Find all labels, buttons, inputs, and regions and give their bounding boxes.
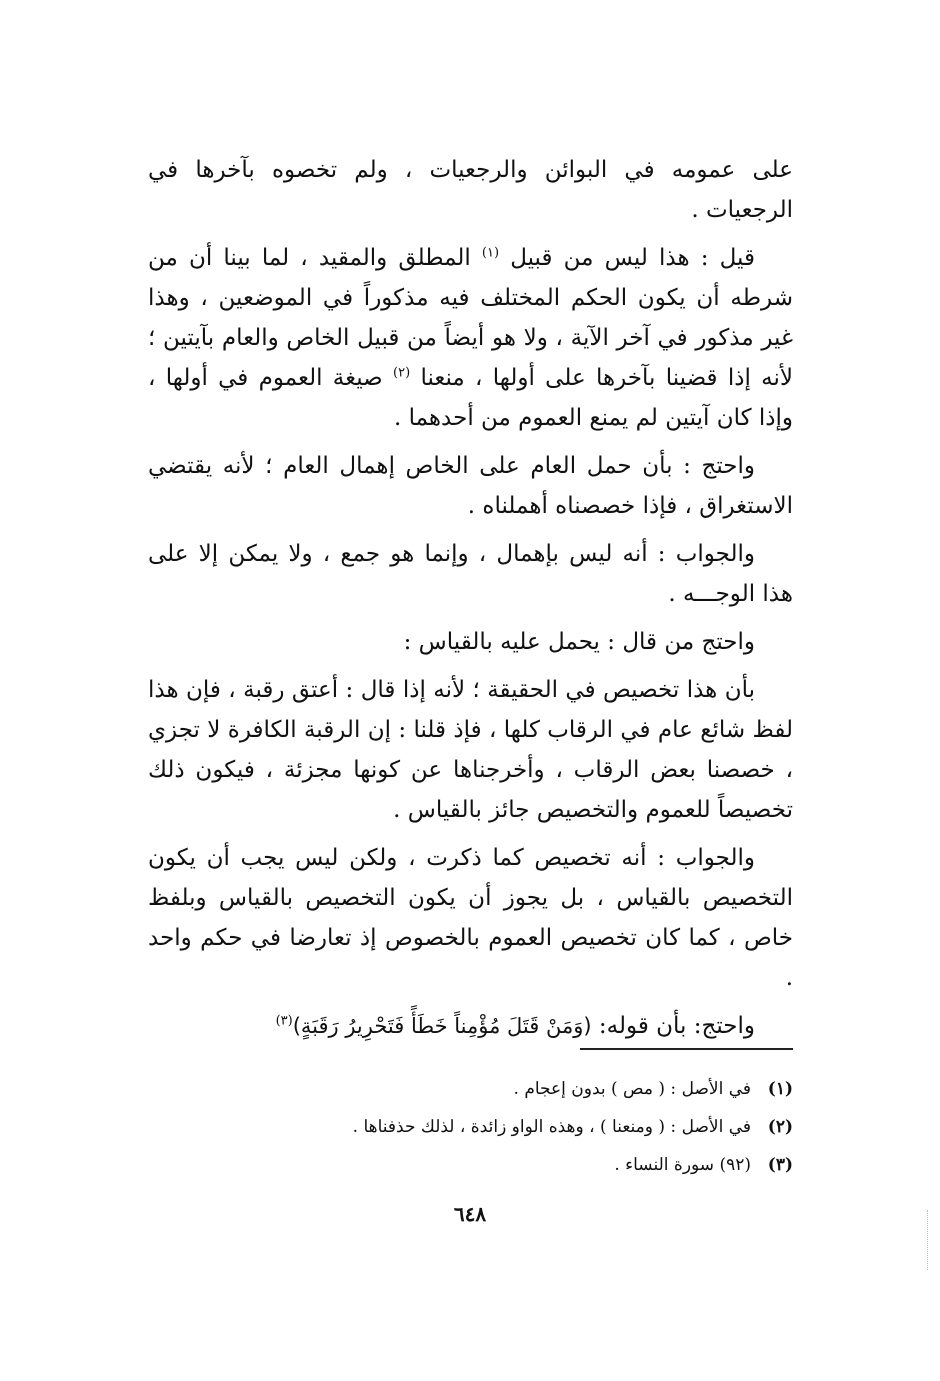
paragraph-3 — [148, 446, 793, 526]
footnote-text: في الأصل : ( ومنعنا ) ، وهذه الواو زائدة ، لذلك حذفناها . — [352, 1117, 751, 1137]
paragraph-2-text-c: صيغة العموم في أولها ، وإذا كان آيتين لم يمنع العموم من أحدهما . — [148, 365, 793, 431]
footnote-number: (٣) — [767, 1155, 793, 1175]
paragraph-5 — [148, 622, 793, 662]
paragraph-4-text: والجواب : أنه ليس بإهمال ، وإنما هو جمع ، ولا يمكن إلا على هذا الوجـــه . — [148, 541, 793, 607]
footnotes — [148, 1070, 793, 1184]
footnote-number: (٢) — [767, 1117, 793, 1137]
paragraph-8-text: واحتج: بأن قوله: — [598, 1013, 755, 1039]
paragraph-8 — [148, 1006, 793, 1046]
footnote-text: في الأصل : ( مص ) بدون إعجام . — [513, 1079, 751, 1099]
quran-verse: (وَمَنْ قَتَلَ مُؤْمِناً خَطَأً فَتَحْرِيرُ رَقَبَةٍ) — [292, 1014, 592, 1038]
paragraph-2-text-a: قيل : هذا ليس من قبيل — [510, 245, 755, 271]
footnote-ref-2[interactable]: (٢) — [393, 365, 411, 381]
paragraph-6-text: بأن هذا تخصيص في الحقيقة ؛ لأنه إذا قال : أعتق رقبة ، فإن هذا لفظ شائع عام في الرقاب كلها ، فإذ قلنا : إن الرقبة الكافرة لا تجزي ، خصصنا بعض الرقاب ، وأخرجناها عن كونها مجزئة ، فيكون ذلك تخصيصاً للعموم والتخصيص جائز بالقياس . — [148, 677, 793, 823]
paragraph-4 — [148, 534, 793, 614]
footnote-text: (٩٢) سورة النساء . — [614, 1155, 751, 1175]
page-number: ٦٤٨ — [453, 1202, 487, 1226]
footnote-ref-1[interactable]: (١) — [481, 245, 500, 261]
footnote-separator — [580, 1048, 793, 1050]
paragraph-2-text-b: المطلق والمقيد ، لما بينا أن من شرطه أن يكون الحكم المختلف فيه مذكوراً في الموضعين ، وهذا غير مذكور في آخر الآية ، ولا هو أيضاً من قبيل الخاص والعام بآيتين ؛ لأنه إذا قضينا بآخرها على أولها ، منعنا — [148, 245, 794, 391]
footnote-ref-3[interactable]: (٣) — [275, 1013, 293, 1029]
paragraph-1 — [148, 150, 793, 230]
footnote-number: (١) — [767, 1079, 793, 1099]
footnote-2 — [148, 1108, 793, 1146]
footnote-3 — [148, 1146, 793, 1184]
paragraph-6 — [148, 670, 793, 830]
paragraph-7 — [148, 838, 793, 998]
paragraph-3-text: واحتج : بأن حمل العام على الخاص إهمال العام ؛ لأنه يقتضي الاستغراق ، فإذا خصصناه أهملناه . — [148, 453, 793, 519]
paragraph-2 — [148, 238, 793, 438]
scan-edge-mark — [927, 1210, 930, 1270]
paragraph-5-text: واحتج من قال : يحمل عليه بالقياس : — [403, 629, 755, 655]
footnote-1 — [148, 1070, 793, 1108]
main-text — [148, 150, 793, 1054]
paragraph-1-text: على عمومه في البوائن والرجعيات ، ولم تخصوه بآخرها في الرجعيات . — [148, 157, 793, 223]
paragraph-7-text: والجواب : أنه تخصيص كما ذكرت ، ولكن ليس يجب أن يكون التخصيص بالقياس ، بل يجوز أن يكون التخصيص بالقياس وبلفظ خاص ، كما كان تخصيص العموم بالخصوص إذ تعارضا في حكم واحد . — [148, 845, 793, 991]
